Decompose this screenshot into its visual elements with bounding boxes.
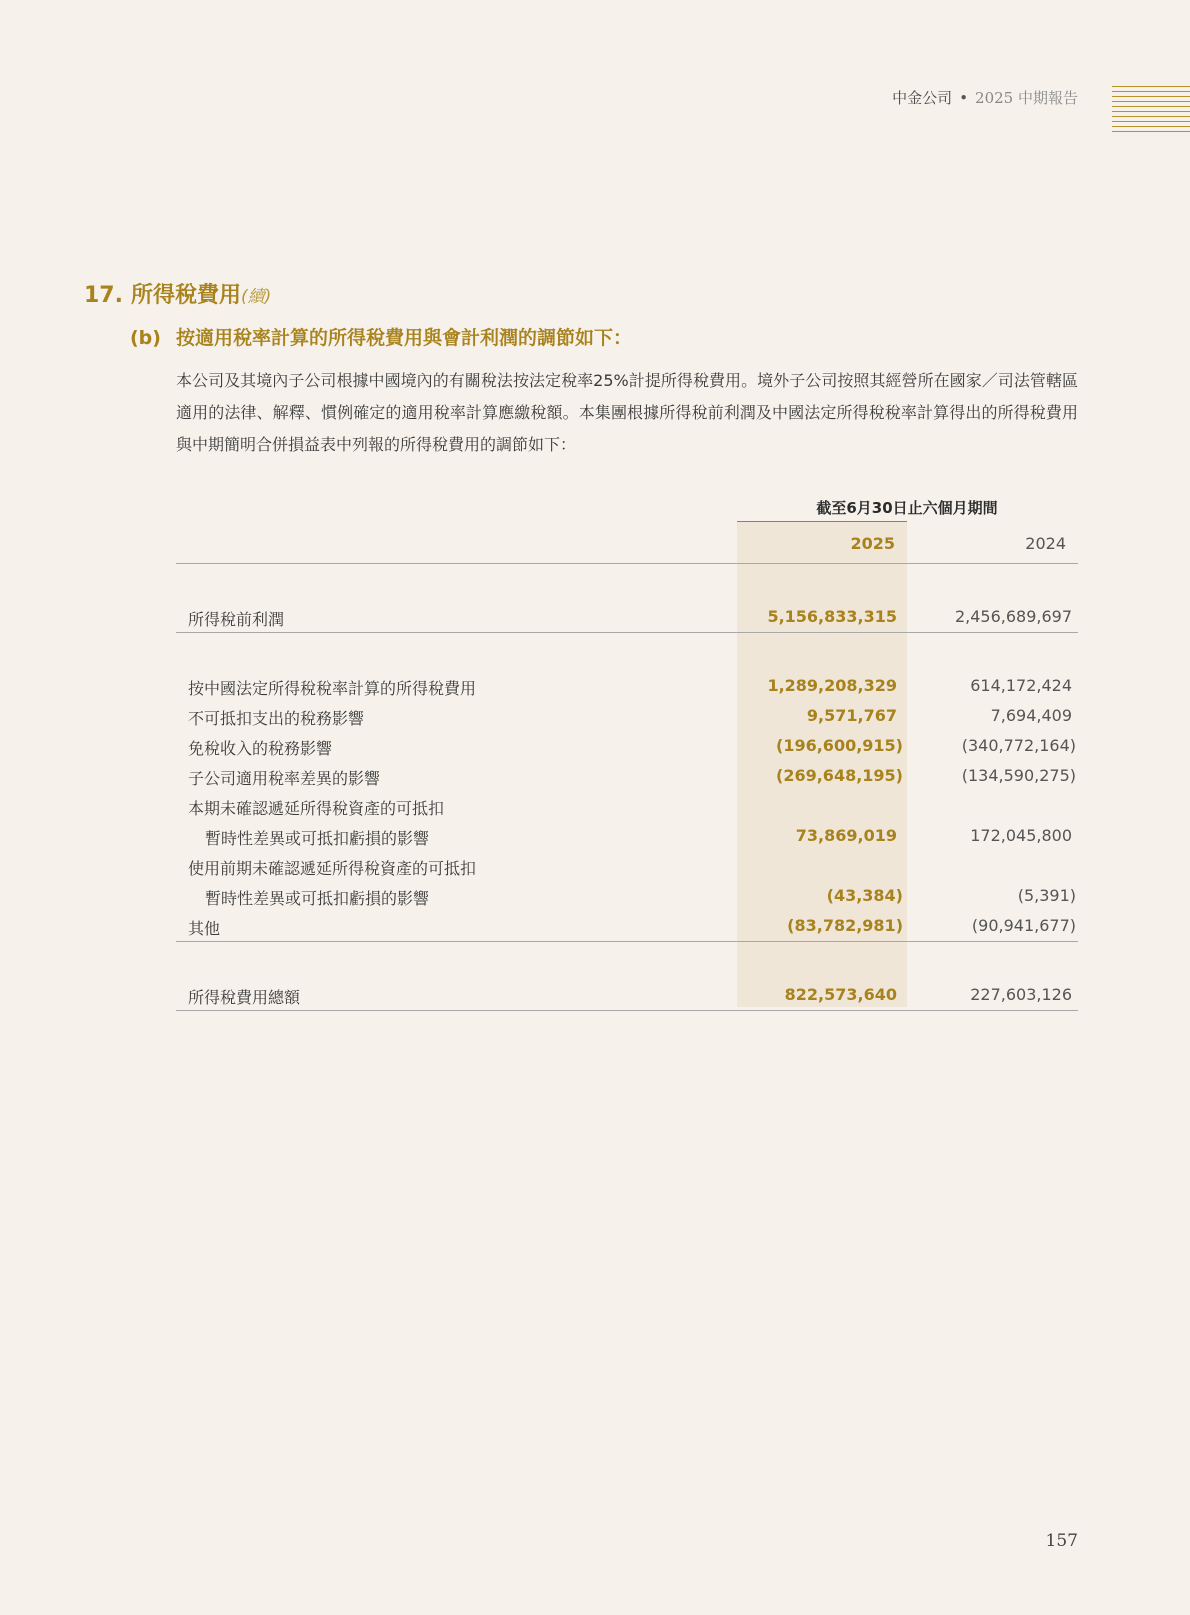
- value-2024: 227,603,126: [970, 985, 1072, 1004]
- value-2025: 5,156,833,315: [767, 607, 897, 626]
- value-2025: (43,384): [826, 886, 903, 905]
- value-2025: 9,571,767: [806, 706, 897, 725]
- row-label: 暫時性差異或可抵扣虧損的影響: [205, 889, 430, 908]
- table-row: [176, 761, 1078, 791]
- table-row-total: [176, 980, 1078, 1010]
- row-label: 本期未確認遞延所得稅資產的可抵扣: [188, 799, 445, 818]
- row-label: 免稅收入的稅務影響: [188, 739, 333, 758]
- header-company: 中金公司: [892, 89, 953, 107]
- subsection-title: [130, 323, 632, 350]
- header-report-title: 2025 中期報告: [975, 89, 1078, 107]
- row-label: 暫時性差異或可抵扣虧損的影響: [205, 829, 430, 848]
- header-separator: •: [959, 89, 969, 107]
- period-header: 截至6月30日止六個月期間: [816, 499, 998, 517]
- value-2024: 7,694,409: [990, 706, 1072, 725]
- table-row-profit-before-tax: [176, 602, 1078, 632]
- table-row: [176, 851, 1078, 881]
- row-label: 所得稅費用總額: [188, 988, 301, 1007]
- value-2025: (83,782,981): [787, 916, 903, 935]
- table-row: [176, 881, 1078, 911]
- table-row: [176, 671, 1078, 701]
- section-number: 17.: [84, 283, 123, 308]
- column-header-2025: 2025: [850, 534, 895, 553]
- body-paragraph: 本公司及其境內子公司根據中國境內的有關稅法按法定稅率25%計提所得稅費用。境外子公司按照其經營所在國家／司法管轄區適用的法律、解釋、慣例確定的適用稅率計算應繳稅額。本集團根據所得稅前利潤及中國法定所得稅稅率計算得出的所得稅費用與中期簡明合併損益表中列報的所得稅費用的調節如下：: [176, 371, 1078, 454]
- section-title: [84, 278, 271, 309]
- row-label: 子公司適用稅率差異的影響: [188, 769, 381, 788]
- value-2024: (134,590,275): [961, 766, 1076, 785]
- row-label: 其他: [188, 919, 221, 938]
- row-label: 不可抵扣支出的稅務影響: [188, 709, 365, 728]
- value-2024: 614,172,424: [970, 676, 1072, 695]
- subsection-label: (b): [130, 327, 161, 349]
- section-continued: (續): [241, 287, 272, 307]
- page-number: 157: [1045, 1531, 1078, 1551]
- table-row: [176, 791, 1078, 821]
- value-2025: 822,573,640: [784, 985, 897, 1004]
- value-2025: (269,648,195): [776, 766, 903, 785]
- row-label: 所得稅前利潤: [188, 610, 285, 629]
- table-row: [176, 701, 1078, 731]
- table-rule: [176, 1010, 1078, 1011]
- value-2024: 2,456,689,697: [954, 607, 1072, 626]
- row-label: 按中國法定所得稅稅率計算的所得稅費用: [188, 679, 477, 698]
- value-2024: (5,391): [1017, 886, 1076, 905]
- column-header-2024: 2024: [1025, 534, 1066, 553]
- value-2024: 172,045,800: [970, 826, 1072, 845]
- page-header: [892, 87, 1078, 108]
- value-2025: 1,289,208,329: [767, 676, 897, 695]
- value-2025: 73,869,019: [795, 826, 897, 845]
- value-2024: (90,941,677): [971, 916, 1076, 935]
- header-decoration-lines: [1112, 86, 1190, 136]
- value-2025: (196,600,915): [776, 736, 903, 755]
- row-label: 使用前期未確認遞延所得稅資產的可抵扣: [188, 859, 477, 878]
- subsection-title-text: 按適用稅率計算的所得稅費用與會計利潤的調節如下：: [176, 327, 633, 349]
- reconciliation-table: [176, 563, 1078, 1011]
- table-row: [176, 731, 1078, 761]
- section-title-text: 所得稅費用: [130, 283, 241, 308]
- table-row: [176, 821, 1078, 851]
- value-2024: (340,772,164): [961, 736, 1076, 755]
- table-row: [176, 911, 1078, 941]
